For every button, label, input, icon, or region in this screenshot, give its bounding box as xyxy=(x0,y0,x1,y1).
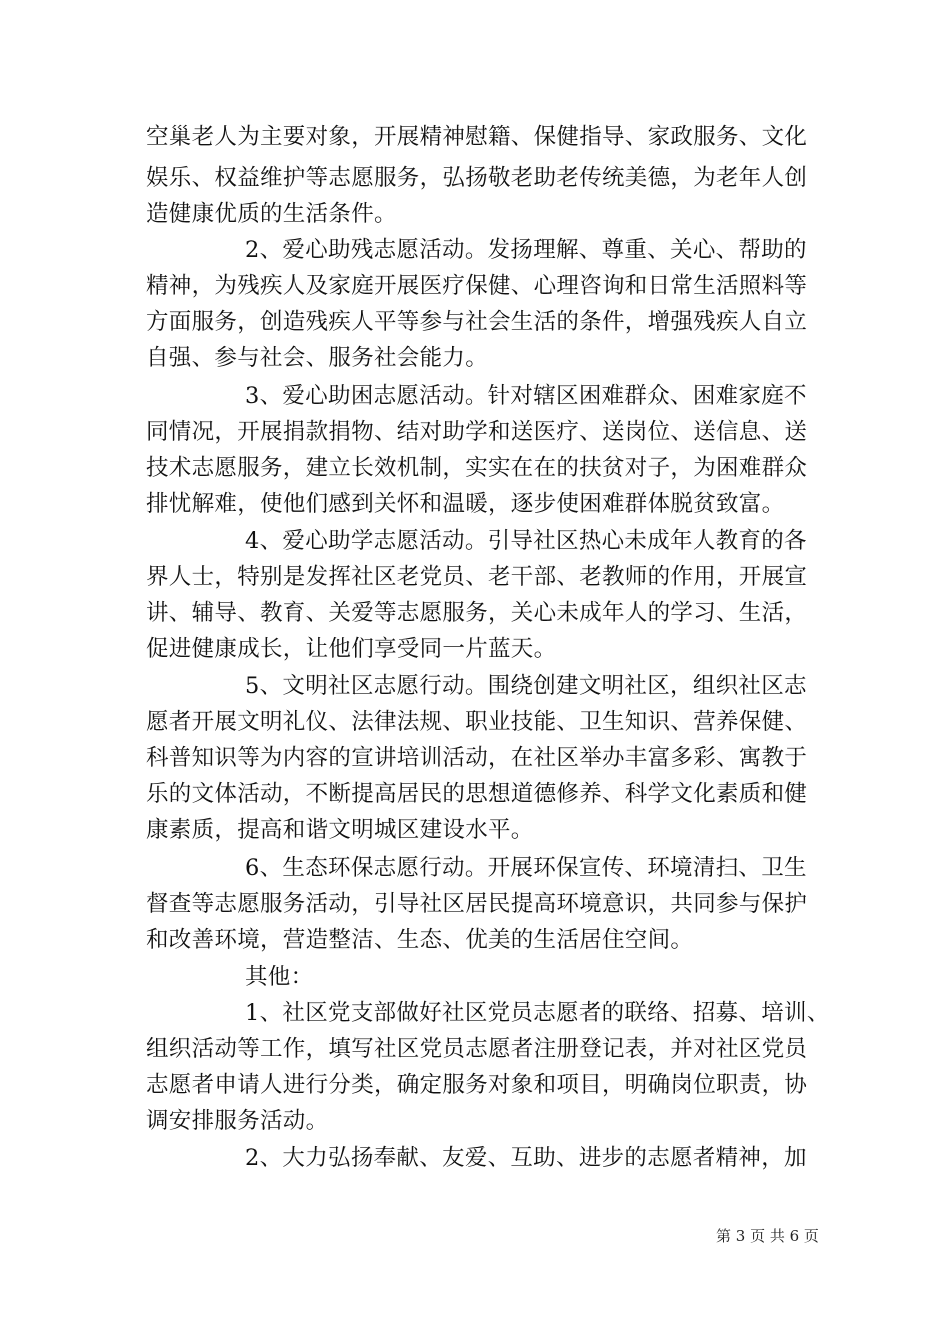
paragraph-start-line: 3、爱心助困志愿活动。针对辖区困难群众、困难家庭不 xyxy=(245,383,807,409)
paragraph-start-line: 5、文明社区志愿行动。围绕创建文明社区，组织社区志 xyxy=(245,673,807,699)
text-line: 娱乐、权益维护等志愿服务，弘扬敬老助老传统美德，为老年人创 xyxy=(146,165,808,191)
text-line: 组织活动等工作，填写社区党员志愿者注册登记表，并对社区党员 xyxy=(146,1036,808,1062)
text-line: 愿者开展文明礼仪、法律法规、职业技能、卫生知识、营养保健、 xyxy=(146,709,808,735)
text-line: 排忧解难，使他们感到关怀和温暖，逐步使困难群体脱贫致富。 xyxy=(146,491,785,517)
text-line: 康素质，提高和谐文明城区建设水平。 xyxy=(146,817,534,843)
paragraph-start-line: 2、爱心助残志愿活动。发扬理解、尊重、关心、帮助的 xyxy=(245,237,807,263)
text-line: 调安排服务活动。 xyxy=(146,1108,329,1134)
text-line: 方面服务，创造残疾人平等参与社会生活的条件，增强残疾人自立 xyxy=(146,309,808,335)
text-line: 和改善环境，营造整洁、生态、优美的生活居住空间。 xyxy=(146,927,694,953)
text-line: 督查等志愿服务活动，引导社区居民提高环境意识，共同参与保护 xyxy=(146,891,808,917)
text-line: 志愿者申请人进行分类，确定服务对象和项目，明确岗位职责，协 xyxy=(146,1072,808,1098)
paragraph-start-line: 2、大力弘扬奉献、友爱、互助、进步的志愿者精神，加 xyxy=(245,1145,807,1171)
text-line: 界人士，特别是发挥社区老党员、老干部、老教师的作用，开展宣 xyxy=(146,564,808,590)
paragraph-start-line: 6、生态环保志愿行动。开展环保宣传、环境清扫、卫生 xyxy=(245,855,807,881)
section-heading-other: 其他： xyxy=(245,964,314,990)
text-line: 乐的文体活动，不断提高居民的思想道德修养、科学文化素质和健 xyxy=(146,781,808,807)
page-number-footer: 第 3 页 共 6 页 xyxy=(716,1227,819,1245)
text-line: 自强、参与社会、服务社会能力。 xyxy=(146,345,489,371)
paragraph-start-line: 4、爱心助学志愿活动。引导社区热心未成年人教育的各 xyxy=(245,528,807,554)
paragraph-start-line: 1、社区党支部做好社区党员志愿者的联络、招募、培训、 xyxy=(245,1000,830,1026)
text-line: 同情况，开展捐款捐物、结对助学和送医疗、送岗位、送信息、送 xyxy=(146,419,808,445)
text-line: 技术志愿服务，建立长效机制，实实在在的扶贫对子，为困难群众 xyxy=(146,455,808,481)
text-line: 空巢老人为主要对象，开展精神慰籍、保健指导、家政服务、文化 xyxy=(146,124,808,150)
text-line: 促进健康成长，让他们享受同一片蓝天。 xyxy=(146,636,557,662)
text-line: 造健康优质的生活条件。 xyxy=(146,201,397,227)
text-line: 讲、辅导、教育、关爱等志愿服务，关心未成年人的学习、生活， xyxy=(146,600,808,626)
text-line: 精神，为残疾人及家庭开展医疗保健、心理咨询和日常生活照料等 xyxy=(146,273,808,299)
text-line: 科普知识等为内容的宣讲培训活动，在社区举办丰富多彩、寓教于 xyxy=(146,745,808,771)
